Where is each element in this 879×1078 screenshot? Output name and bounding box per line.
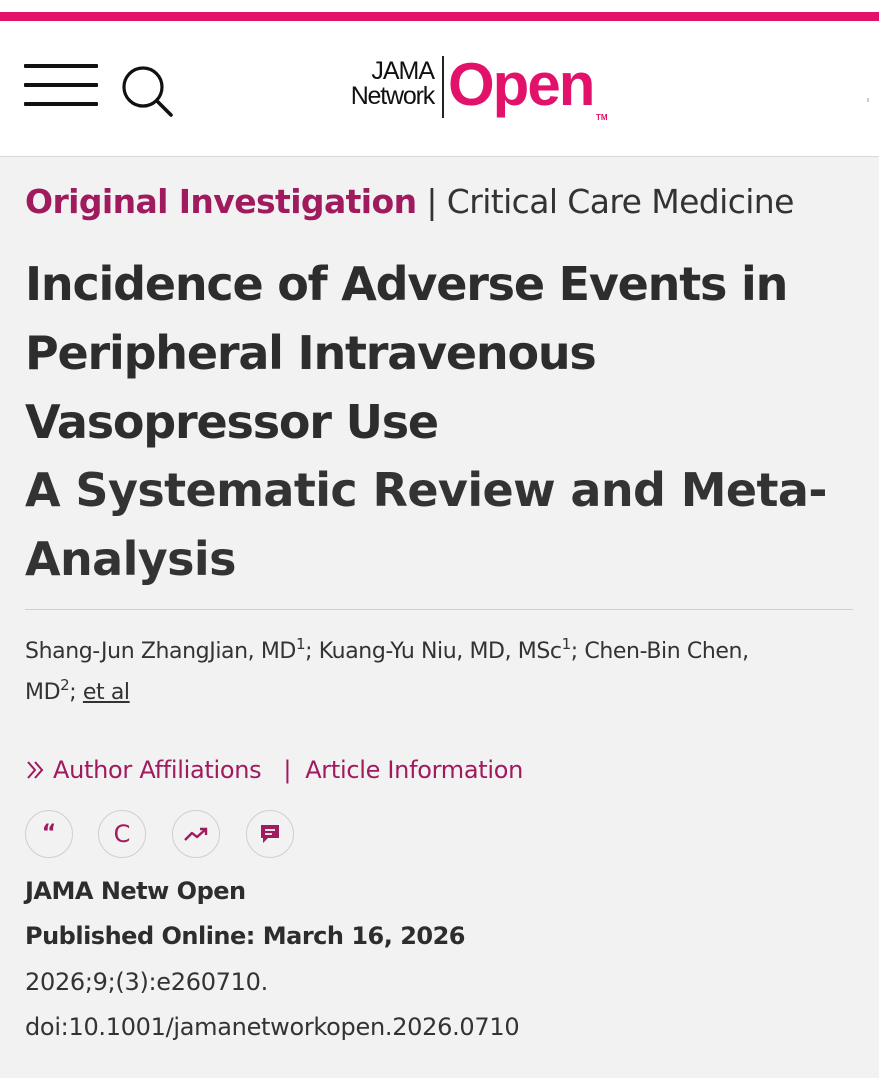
author-name[interactable]: Shang-Jun ZhangJian, MD (25, 639, 296, 664)
top-band (0, 0, 879, 12)
double-chevron-right-icon (25, 759, 47, 781)
article-info-links (25, 754, 523, 786)
comment-button[interactable] (246, 810, 294, 858)
author-name[interactable]: Chen-Bin Chen, MD (25, 639, 749, 705)
trending-icon (183, 825, 209, 843)
hamburger-menu-icon[interactable] (24, 64, 98, 108)
author-affiliations-link[interactable] (25, 756, 261, 784)
publication-date: Published Online: March 16, 2026 (25, 922, 465, 950)
logo-trademark: TM (596, 113, 608, 122)
article-type (25, 182, 794, 222)
scroll-edge-mark (867, 98, 869, 102)
article-title: Incidence of Adverse Events in Peripheral Intravenous Vasopressor Use (25, 257, 788, 449)
author-affiliation-number: 2 (60, 676, 70, 694)
et-al-link[interactable]: et al (82, 680, 130, 705)
author-list (25, 631, 765, 713)
accent-bar (0, 12, 879, 21)
info-links-separator: | (283, 756, 292, 784)
article-type-separator: | (426, 182, 437, 221)
author-affiliations-label: Author Affiliations (53, 756, 262, 784)
article-subtitle: A Systematic Review and Meta-Analysis (25, 463, 827, 586)
article-type-primary[interactable]: Original Investigation (25, 182, 417, 221)
permissions-button[interactable] (98, 810, 146, 858)
article-information-link[interactable]: Article Information (305, 756, 524, 784)
author-name[interactable]: Kuang-Yu Niu, MD, MSc (318, 639, 562, 664)
divider (25, 609, 853, 610)
author-separator: ; (69, 680, 83, 705)
journal-name: JAMA Netw Open (25, 877, 246, 905)
author-separator: ; (570, 639, 585, 664)
article-type-topic[interactable]: Critical Care Medicine (446, 182, 794, 221)
author-affiliation-number: 1 (561, 635, 571, 653)
quote-icon: “ (41, 821, 57, 846)
metrics-button[interactable] (172, 810, 220, 858)
logo-network: Network (350, 82, 434, 110)
cite-button[interactable] (25, 810, 73, 858)
logo-wordmark (330, 59, 434, 109)
jama-network-open-logo[interactable] (330, 51, 630, 122)
author-affiliation-number: 1 (295, 635, 306, 653)
doi[interactable]: doi:10.1001/jamanetworkopen.2026.0710 (25, 1013, 520, 1041)
search-icon[interactable] (120, 64, 174, 118)
citation: 2026;9;(3):e260710. (25, 968, 268, 996)
logo-divider (442, 56, 444, 118)
comment-icon (258, 822, 282, 846)
author-separator: ; (305, 639, 319, 664)
logo-jama: JAMA (371, 57, 434, 85)
logo-open: Open (448, 51, 594, 118)
site-header (0, 21, 879, 157)
copyright-icon: C (113, 820, 131, 848)
